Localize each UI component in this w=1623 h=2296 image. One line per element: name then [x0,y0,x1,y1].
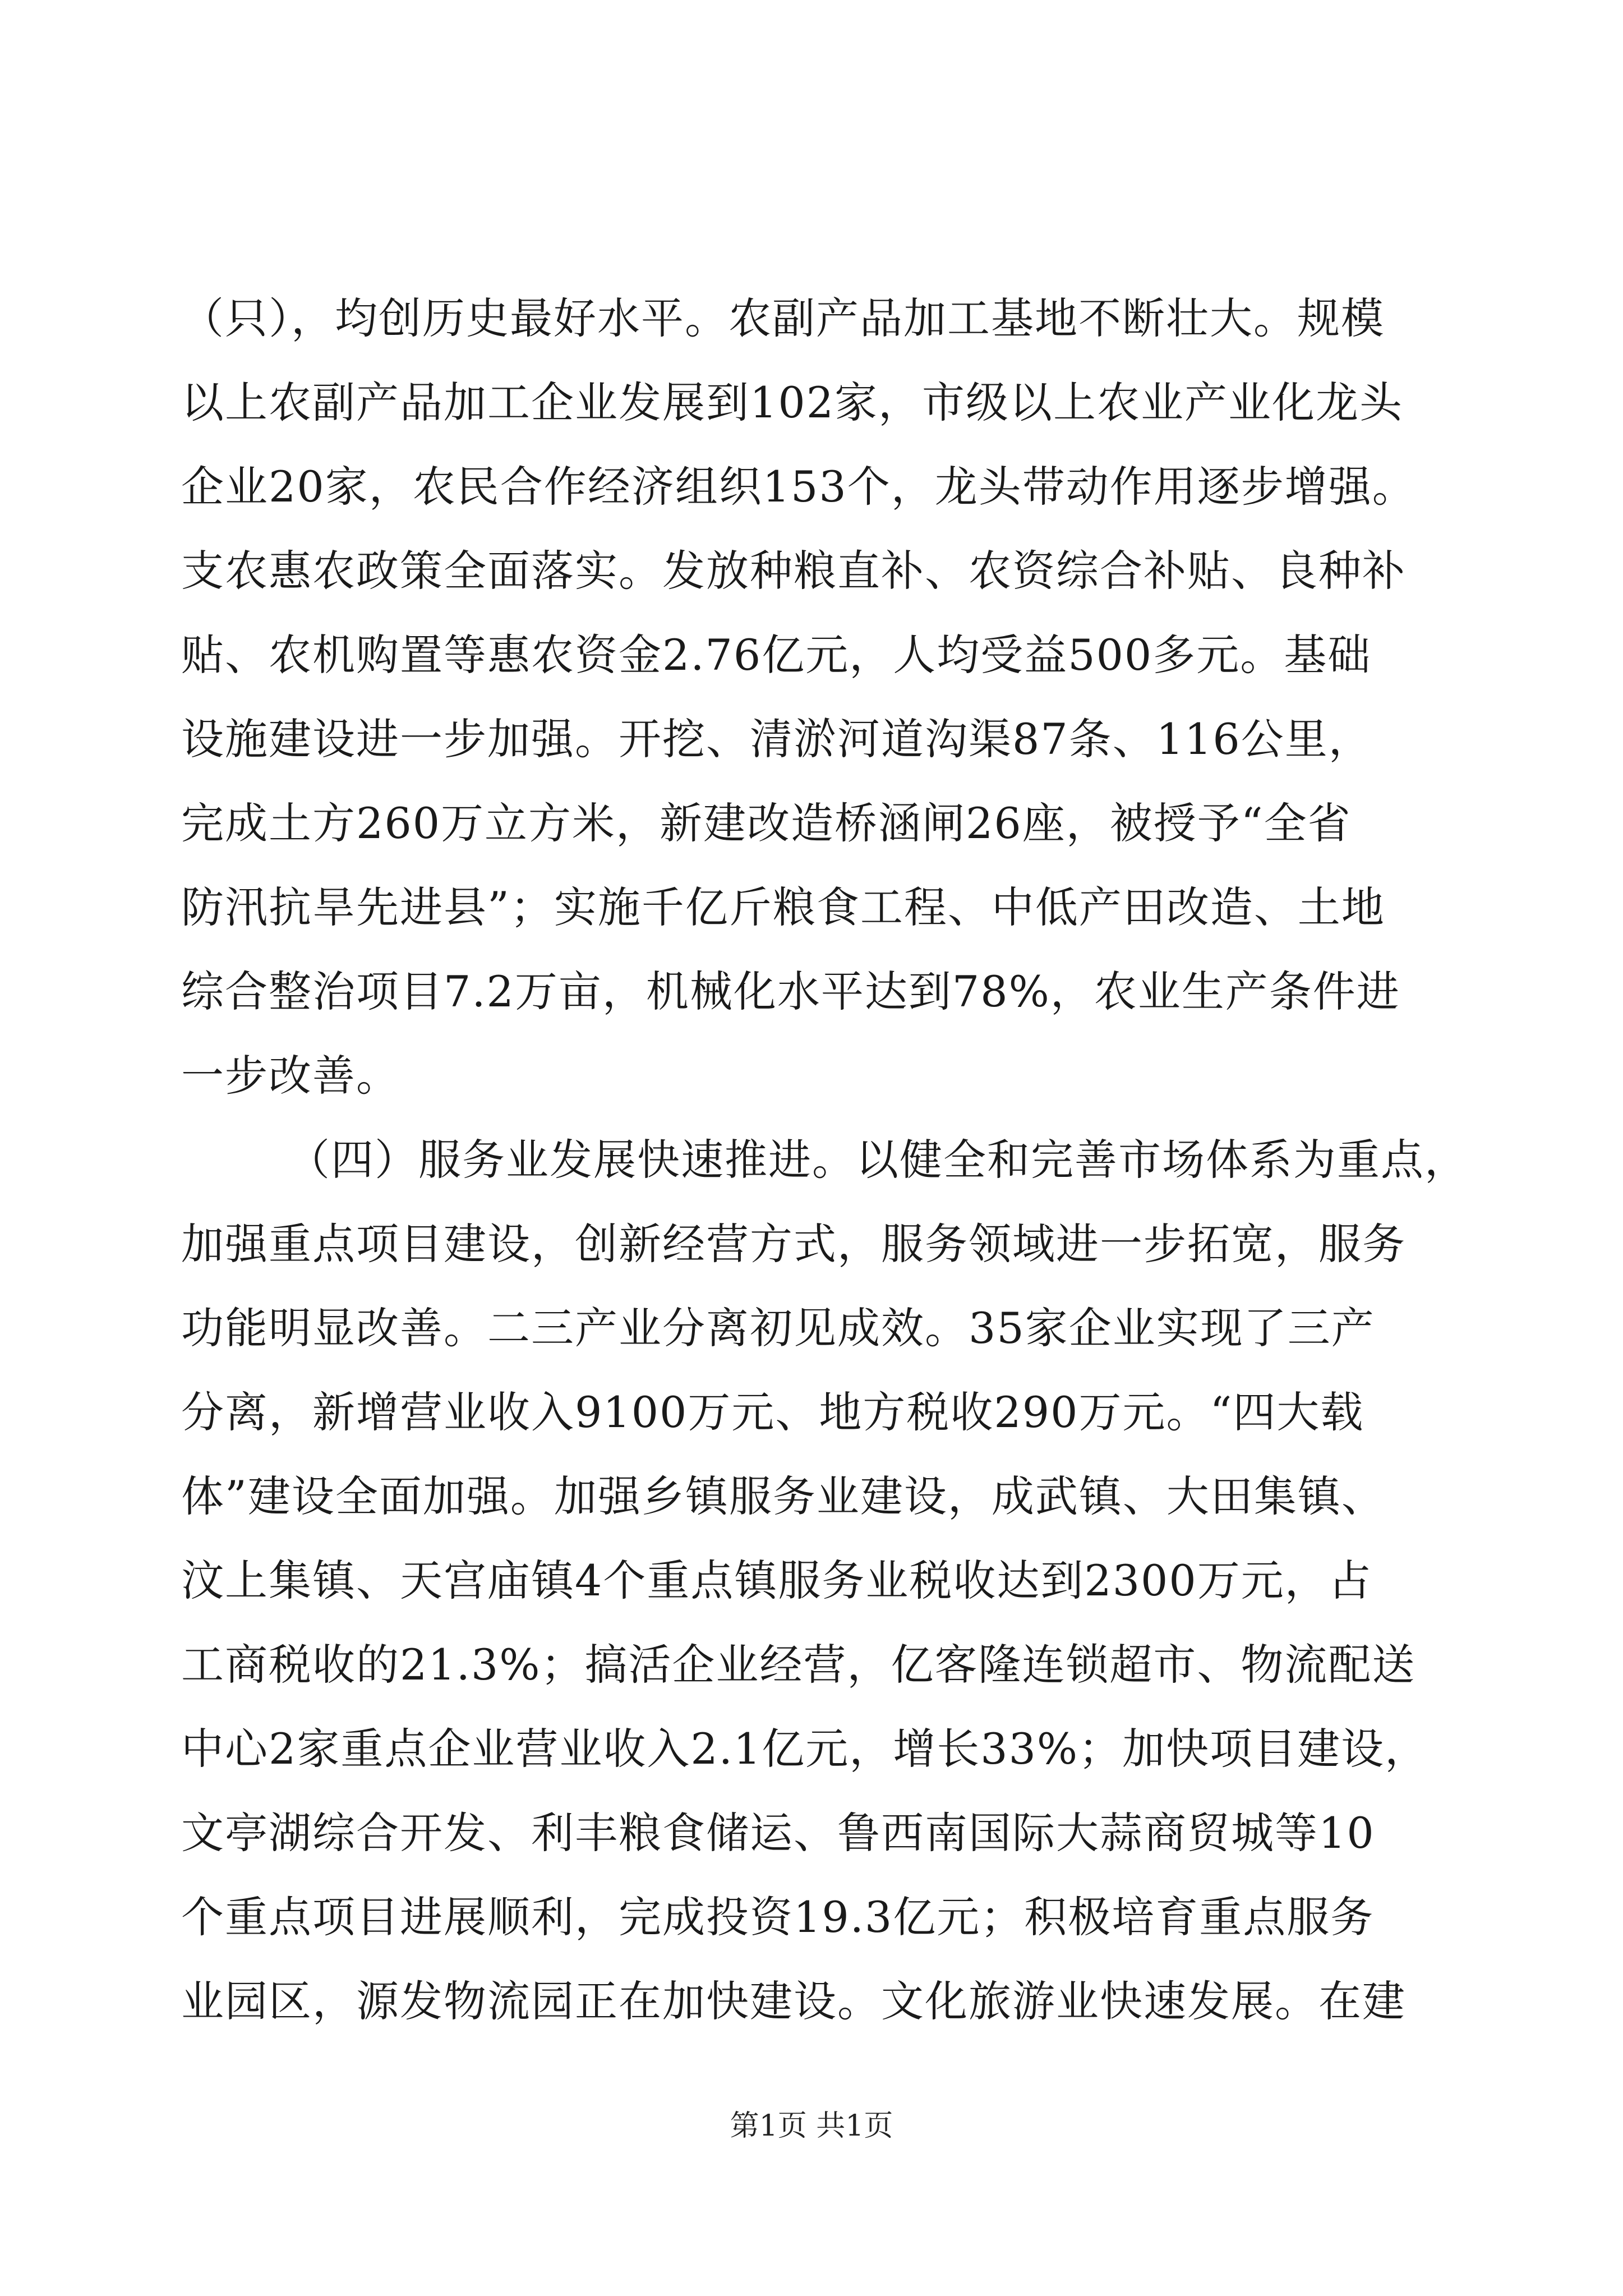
body-text-line: 支农惠农政策全面落实。发放种粮直补、农资综合补贴、良种补 [181,546,1406,596]
body-text-line: 企业20家，农民合作经济组织153个，龙头带动作用逐步增强。 [181,462,1416,512]
body-text-line: 中心2家重点企业营业收入2.1亿元，增长33%；加快项目建设， [181,1724,1429,1774]
body-text-line: 汶上集镇、天宫庙镇4个重点镇服务业税收达到2300万元，占 [181,1556,1372,1605]
body-text-line: 功能明显改善。二三产业分离初见成效。35家企业实现了三产 [181,1303,1375,1353]
body-text-line: 完成土方260万立方米，新建改造桥涵闸26座，被授予“全省 [181,798,1352,848]
body-text-line: 分离，新增营业收入9100万元、地方税收290万元。“四大载 [181,1387,1364,1437]
body-text-line: 工商税收的21.3%；搞活企业经营，亿客隆连锁超市、物流配送 [181,1640,1416,1690]
body-text-line: 贴、农机购置等惠农资金2.76亿元，人均受益500多元。基础 [181,630,1372,680]
body-text-line: 一步改善。 [181,1051,400,1101]
body-text-line: 综合整治项目7.2万亩，机械化水平达到78%，农业生产条件进 [181,967,1400,1016]
page-footer: 第1页 共1页 [730,2109,893,2143]
body-text-line: （只），均创历史最好水平。农副产品加工基地不断壮大。规模 [181,293,1385,343]
body-text-line: 加强重点项目建设，创新经营方式，服务领域进一步拓宽，服务 [181,1219,1406,1269]
body-text-line: 业园区，源发物流园正在加快建设。文化旅游业快速发展。在建 [181,1976,1406,2026]
body-text-line: 体”建设全面加强。加强乡镇服务业建设，成武镇、大田集镇、 [181,1471,1385,1521]
section-heading-line: （四）服务业发展快速推进。以健全和完善市场体系为重点， [287,1135,1468,1185]
body-text-line: 设施建设进一步加强。开挖、清淤河道沟渠87条、116公里， [181,714,1372,764]
body-text-line: 以上农副产品加工企业发展到102家，市级以上农业产业化龙头 [181,378,1404,427]
body-text-line: 个重点项目进展顺利，完成投资19.3亿元；积极培育重点服务 [181,1892,1375,1942]
body-text-line: 防汛抗旱先进县”；实施千亿斤粮食工程、中低产田改造、土地 [181,882,1385,932]
body-text-line: 文亭湖综合开发、利丰粮食储运、鲁西南国际大蒜商贸城等10 [181,1808,1375,1858]
